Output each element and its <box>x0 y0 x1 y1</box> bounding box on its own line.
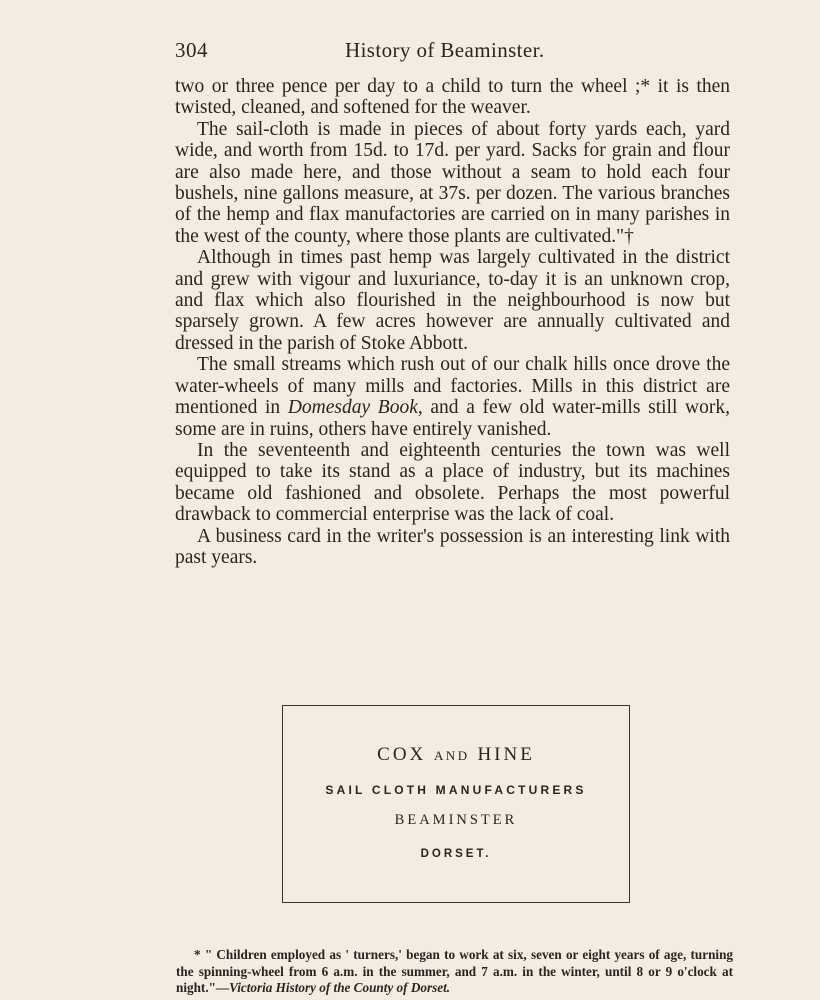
card-firm-name-and: AND <box>434 748 470 763</box>
running-title: History of Beaminster. <box>345 38 545 62</box>
paragraph-mills-text-a: The small streams which rush out of our chalk hills once drove the water-wheels of many mills and factories. Mills in this district are mentioned in <box>175 354 730 419</box>
footnote <box>176 947 733 997</box>
card-town: BEAMINSTER <box>394 812 518 828</box>
card-firm-name-hine: HINE <box>477 744 535 765</box>
card-firm-name <box>283 744 629 766</box>
page-number: 304 <box>175 38 208 62</box>
paragraph-hemp: Although in times past hemp was largely cultivated in the district and grew with vigour and luxuriance, to-day it is an unknown crop, and flax which also flourished in the neighbourhood is now but sparsely grown. A few acres however are annually cultivated and dressed in the parish of Stoke Abbott. <box>175 247 730 354</box>
card-trade: SAIL CLOTH MANUFACTURERS <box>325 783 587 797</box>
body-text <box>175 76 730 568</box>
card-firm-name-cox: COX <box>377 744 427 765</box>
footnote-source: Victoria History of the County of Dorset. <box>229 980 451 995</box>
footnote-text: * " Children employed as ' turners,' began to work at six, seven or eight years of age, turning the spinning-wheel from 6 a.m. in the summer, and 7 a.m. in the winter, until 8 or 9 o'clock at night."— <box>176 947 733 995</box>
paragraph-business-card: A business card in the writer's possession is an interesting link with past years. <box>175 525 730 568</box>
page-header <box>175 38 730 68</box>
card-county: DORSET. <box>420 848 492 860</box>
paragraph-continuation: two or three pence per day to a child to turn the wheel ;* it is then twisted, cleaned, and softened for the weaver. <box>175 76 730 119</box>
paragraph-mills-text-b: and a few old water-mills still work, some are in ruins, others have entirely vanished. <box>175 397 730 440</box>
business-card <box>282 705 630 903</box>
paragraph-sail-cloth: The sail-cloth is made in pieces of about forty yards each, yard wide, and worth from 15d. to 17d. per yard. Sacks for grain and flour are also made here, and those without a seam to hold each four bushels, nine gallons measure, at 37s. per dozen. The various branches of the hemp and flax manufactories are carried on in many parishes in the west of the county, where those plants are cultivated."† <box>175 118 730 247</box>
domesday-book-title: Domesday Book, <box>287 397 423 419</box>
paragraph-industry: In the seventeenth and eighteenth centuries the town was well equipped to take its stand as a place of industry, but its machines became old fashioned and obsolete. Perhaps the most powerful drawback to commercial enterprise was the lack of coal. <box>175 439 730 526</box>
footnote-paragraph <box>176 947 733 997</box>
paragraph-mills <box>175 354 730 440</box>
